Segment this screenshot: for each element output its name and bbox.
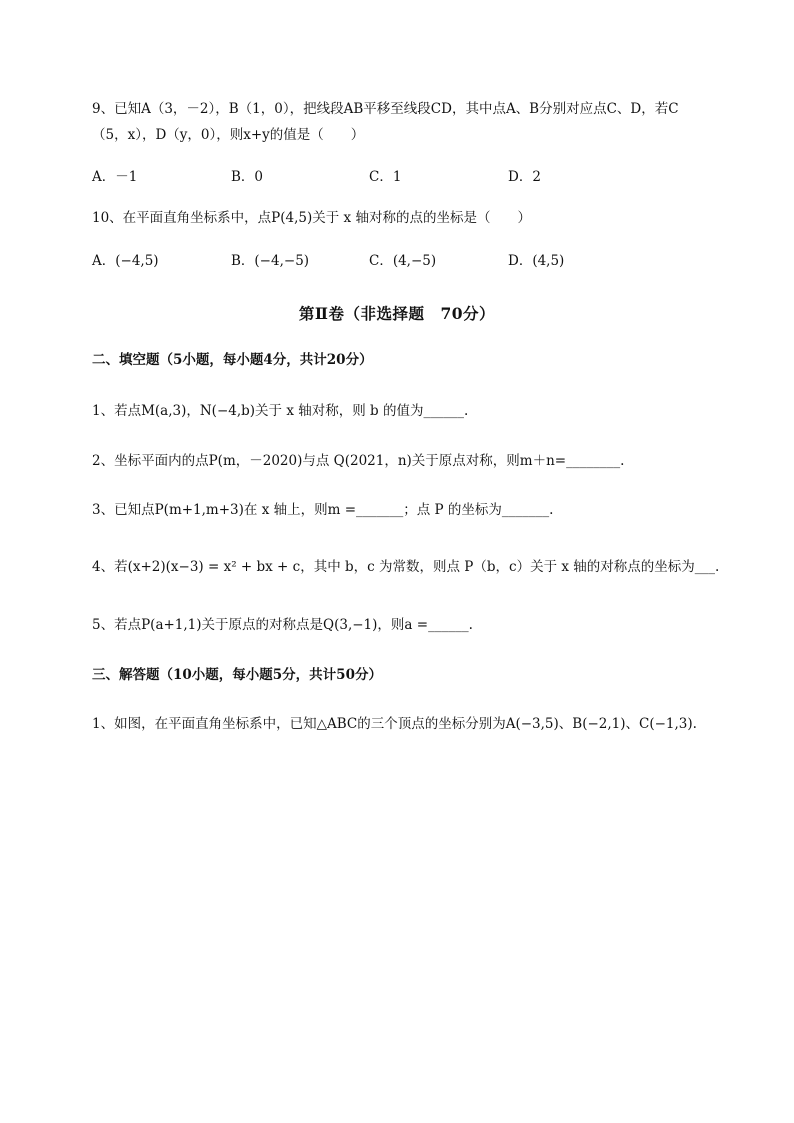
option-d: D．(4,5) [508, 253, 565, 269]
question-9-text-line-2: （5，x），D（y，0），则x+y的值是（ ） [92, 127, 365, 143]
answer-section-heading: 三、解答题（10小题，每小题5分，共计50分） [92, 667, 382, 683]
part-2-title: 第Ⅱ卷（非选择题 70分） [298, 304, 496, 323]
option-c: C．1 [369, 169, 402, 185]
option-d: D．2 [508, 169, 541, 185]
answer-item-1: 1、如图，在平面直角坐标系中，已知△ABC的三个顶点的坐标分别为A(−3,5)、B(−2,1)、C(−1,3). [92, 716, 697, 732]
fill-blank-item-4: 4、若(x+2)(x−3) = x² + bx + c，其中 b，c 为常数，则点 P（b，c）关于 x 轴的对称点的坐标为___. [92, 559, 720, 575]
question-10-text: 10、在平面直角坐标系中，点P(4,5)关于 x 轴对称的点的坐标是（ ） [92, 210, 531, 226]
question-10-options [92, 251, 732, 271]
option-b: B．0 [231, 169, 264, 185]
fill-blank-item-1: 1、若点M(a,3)，N(−4,b)关于 x 轴对称，则 b 的值为______. [92, 403, 469, 419]
option-b: B．(−4,−5) [231, 253, 310, 269]
option-c: C．(4,−5) [369, 253, 437, 269]
fill-blank-heading: 二、填空题（5小题，每小题4分，共计20分） [92, 352, 373, 368]
fill-blank-item-5: 5、若点P(a+1,1)关于原点的对称点是Q(3,−1)，则a =______. [92, 617, 473, 633]
option-a: A．(−4,5) [92, 253, 159, 269]
question-9-options [92, 167, 732, 187]
fill-blank-item-3: 3、已知点P(m+1,m+3)在 x 轴上，则m =_______；点 P 的坐标为_______. [92, 502, 554, 518]
option-a: A．－1 [92, 169, 138, 185]
fill-blank-item-2: 2、坐标平面内的点P(m，－2020)与点 Q(2021，n)关于原点对称，则m＋n=________. [92, 453, 625, 469]
question-9-text-line-1: 9、已知A（3，－2），B（1，0），把线段AB平移至线段CD，其中点A、B分别对应点C、D，若C [92, 101, 679, 117]
